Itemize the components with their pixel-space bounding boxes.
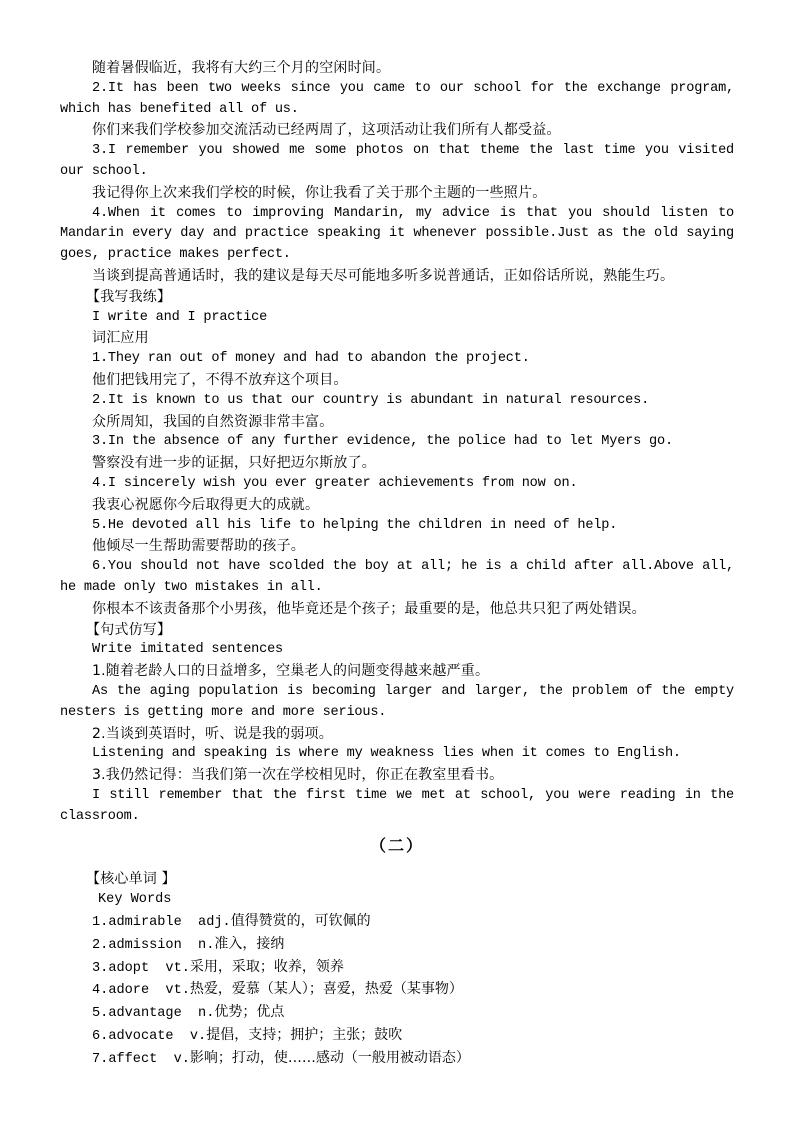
paragraph: 你们来我们学校参加交流活动已经两周了，这项活动让我们所有人都受益。 [92, 122, 561, 139]
paragraph: 6.You should not have scolded the boy at all; he is a child after all.Above all, he made only two mistakes in all. [60, 559, 734, 595]
paragraph: 3.In the absence of any further evidence, the police had to let Myers go. [92, 434, 673, 450]
paragraph: 5.He devoted all his life to helping the children in need of help. [92, 517, 618, 533]
paragraph: 你根本不该责备那个小男孩，他毕竟还是个孩子；最重要的是，他总共只犯了两处错误。 [92, 600, 646, 617]
vocab-word: 7.affect v. [92, 1051, 190, 1067]
document-page [60, 58, 734, 1071]
text-blocks [60, 58, 734, 827]
paragraph: Listening and speaking is where my weakness lies when it comes to English. [92, 746, 681, 762]
vocab-definition: 提倡，支持；拥护；主张；鼓吹 [206, 1027, 403, 1044]
vocab-item [60, 1002, 734, 1025]
vocab-word: 4.adore vt. [92, 983, 190, 999]
paragraph: 4.I sincerely wish you ever greater achievements from now on. [92, 475, 578, 491]
paragraph: 【句式仿写】 [86, 621, 172, 638]
vocab-definition: 热爱，爱慕（某人）；喜爱，热爱（某事物） [189, 981, 463, 998]
vocab-word: 2.admission n. [92, 937, 215, 953]
vocab-item [60, 979, 734, 1002]
paragraph: 1.They ran out of money and had to abandon the project. [92, 351, 530, 367]
vocab-definition: 准入，接纳 [214, 935, 285, 952]
paragraph: 他们把钱用完了，不得不放弃这个项目。 [92, 371, 348, 388]
vocab-definition: 优势；优点 [214, 1004, 285, 1021]
paragraph: 2.It has been two weeks since you came to our school for the exchange program, which has benefited all of us. [60, 80, 734, 117]
paragraph: 随着暑假临近，我将有大约三个月的空闲时间。 [92, 60, 391, 76]
paragraph: 1.随着老龄人口的日益增多，空巢老人的问题变得越来越严重。 [92, 663, 490, 680]
paragraph: As the aging population is becoming larger and larger, the problem of the empty nesters is getting more and more serious. [60, 683, 734, 720]
paragraph: I write and I practice [92, 309, 268, 325]
vocab-definition: 值得赞赏的，可钦佩的 [230, 913, 371, 930]
paragraph: 我衷心祝愿你今后取得更大的成就。 [92, 496, 320, 513]
vocab-definition: 影响；打动，使……感动（一般用被动语态） [189, 1049, 470, 1066]
vocab-word: 3.adopt vt. [92, 960, 190, 976]
vocab-definition: 采用，采取；收养，领养 [189, 958, 344, 975]
vocab-list [60, 911, 734, 1071]
paragraph: 众所周知，我国的自然资源非常丰富。 [92, 413, 334, 430]
paragraph: 4.When it comes to improving Mandarin, my advice is that you should listen to Mandarin every day and practice speaking it whenever possible.Just as the old saying goes, practice makes perfect. [60, 205, 734, 263]
paragraph: 2.It is known to us that our country is abundant in natural resources. [92, 392, 650, 408]
vocab-item [60, 911, 734, 934]
paragraph: 3.我仍然记得：当我们第一次在学校相见时，你正在教室里看书。 [92, 767, 504, 784]
paragraph: 当谈到提高普通话时，我的建议是每天尽可能地多听多说普通话，正如俗话所说，熟能生巧。 [92, 267, 675, 284]
vocab-item [60, 934, 734, 957]
paragraph: 【我写我练】 [86, 288, 172, 305]
paragraph: 他倾尽一生帮助需要帮助的孩子。 [92, 538, 305, 555]
vocab-item [60, 957, 734, 980]
paragraph: Write imitated sentences [92, 642, 283, 658]
vocab-word: 1.admirable adj. [92, 915, 231, 931]
key-words-label: Key Words [98, 892, 172, 908]
paragraph: 2.当谈到英语时，听、说是我的弱项。 [92, 725, 333, 742]
vocab-word: 6.advocate v. [92, 1029, 207, 1045]
paragraph: 词汇应用 [92, 330, 149, 347]
core-words-heading: 【核心单词 】 [86, 871, 176, 888]
paragraph: I still remember that the first time we met at school, you were reading in the classroom. [60, 787, 734, 824]
vocab-item [60, 1048, 734, 1071]
paragraph: 我记得你上次来我们学校的时候，你让我看了关于那个主题的一些照片。 [92, 184, 547, 201]
paragraph: 警察没有进一步的证据，只好把迈尔斯放了。 [92, 455, 376, 472]
vocab-word: 5.advantage n. [92, 1006, 215, 1022]
paragraph: 3.I remember you showed me some photos on that theme the last time you visited our school. [60, 143, 734, 179]
section-title: （二） [369, 836, 424, 856]
vocab-item [60, 1025, 734, 1048]
